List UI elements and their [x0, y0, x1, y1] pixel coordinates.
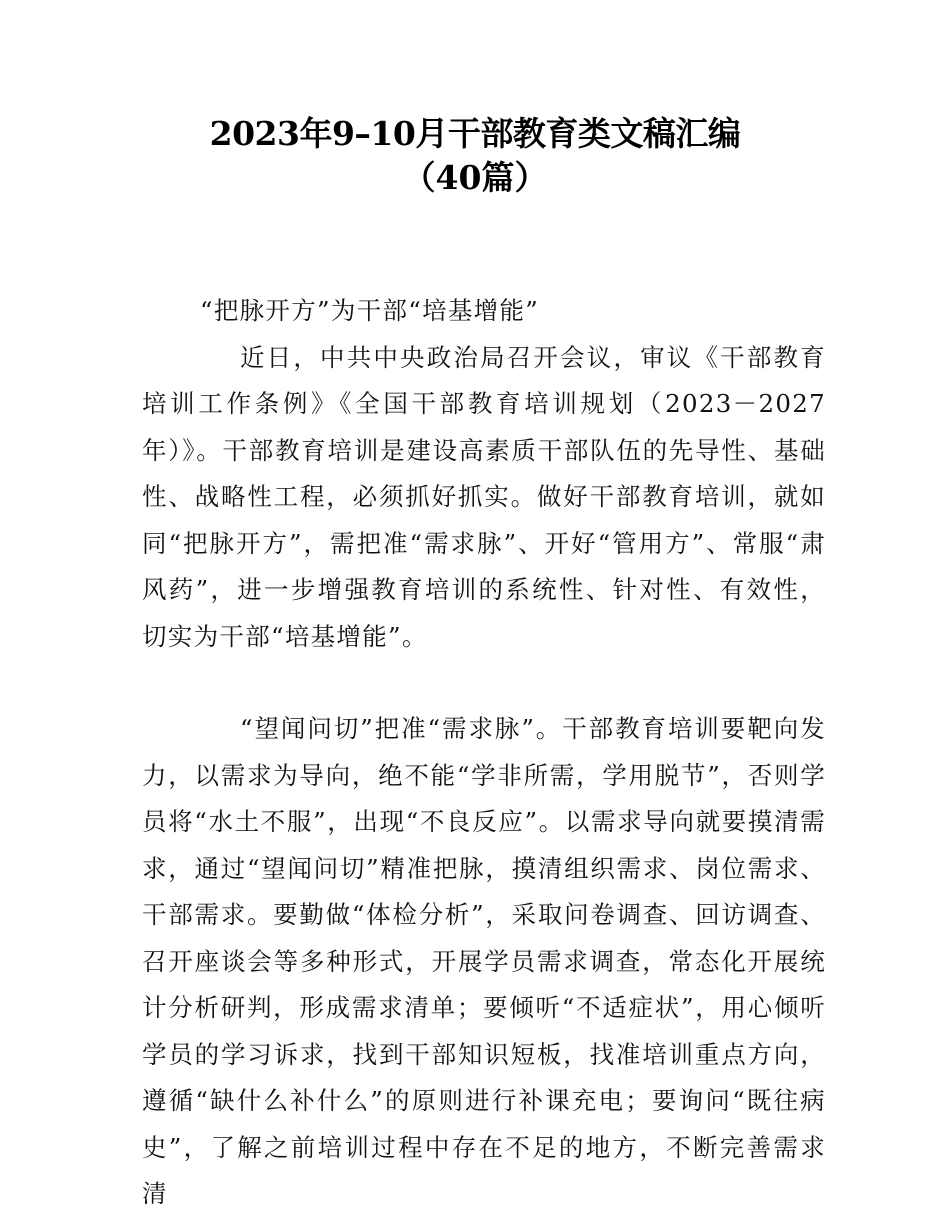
document-body [142, 288, 826, 1218]
article-heading: “把脉开方”为干部“培基增能” [200, 296, 540, 325]
paragraph-intro: 近日，中共中央政治局召开会议，审议《干部教育培训工作条例》《全国干部教育培训规划（2023－2027年）》。干部教育培训是建设高素质干部队伍的先导性、基础性、战略性工程，必须抓好抓实。做好干部教育培训，就如同“把脉开方”，需把准“需求脉”、开好“管用方”、常服“肃风药”，进一步增强教育培训的系统性、针对性、有效性，切实为干部“培基增能”。 [142, 342, 826, 651]
paragraph-needs: “望闻问切”把准“需求脉”。干部教育培训要靶向发力，以需求为导向，绝不能“学非所需，学用脱节”，否则学员将“水土不服”，出现“不良反应”。以需求导向就要摸清需求，通过“望闻问切”精准把脉，摸清组织需求、岗位需求、干部需求。要勤做“体检分析”，采取问卷调查、回访调查、召开座谈会等多种形式，开展学员需求调查，常态化开展统计分析研判，形成需求清单；要倾听“不适症状”，用心倾听学员的学习诉求，找到干部知识短板，找准培训重点方向，遵循“缺什么补什么”的原则进行补课充电；要询问“既往病史”，了解之前培训过程中存在不足的地方，不断完善需求清 [142, 714, 826, 1208]
paragraph-spacer [142, 660, 826, 706]
document-title-count: （40篇） [402, 158, 548, 197]
document-title: 2023年9–10月干部教育类文稿汇编 [209, 114, 741, 153]
